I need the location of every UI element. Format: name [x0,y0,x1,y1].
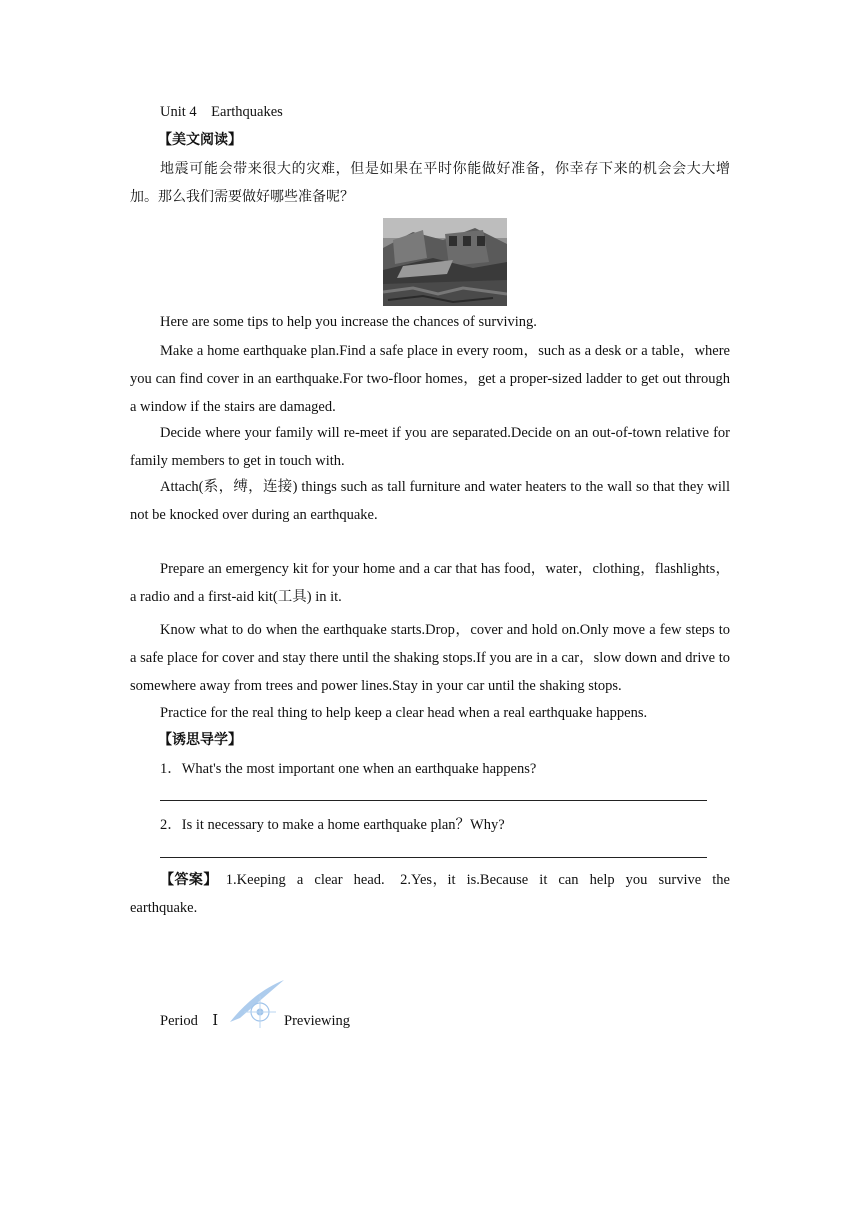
paragraph-5: Prepare an emergency kit for your home and a car that has food，water，clothing，flashlights，a radio and a first-aid kit(工具) in it. [130,561,730,605]
period-title: Previewing [284,1013,351,1029]
question-2: 2．Is it necessary to make a home earthquake plan？Why? [160,817,505,833]
earthquake-ruins-photo [383,218,507,306]
answer-label: 【答案】 [160,872,211,888]
answer-text: 1.Keeping a clear head. 2.Yes，it is.Because it can help you survive the earthquake. [130,872,730,916]
paragraph-4: Attach(系，缚，连接) things such as tall furniture and water heaters to the wall so that they will not be knocked over during an earthquake. [130,479,730,523]
paragraph-3: Decide where your family will re-meet if you are separated.Decide on an out-of-town relative for family members to get in touch with. [130,425,730,469]
paragraph-1: Here are some tips to help you increase the chances of surviving. [160,314,537,330]
paragraph-7: Practice for the real thing to help keep a clear head when a real earthquake happens. [160,705,648,721]
period-label: Period Ⅰ [160,1013,219,1029]
answer-line-2 [160,857,707,858]
section-heading-reading: 【美文阅读】 [158,132,242,148]
section-heading-guide: 【诱思导学】 [158,732,242,748]
paragraph-6: Know what to do when the earthquake starts.Drop，cover and hold on.Only move a few steps to a safe place for cover and stay there until the shaking stops.If you are in a car，slow down and drive to somewhere away from trees and power lines.Stay in your car until the shaking stops. [130,622,730,694]
collapsed-building-image [383,218,507,306]
answer-block [130,867,730,922]
intro-chinese: 地震可能会带来很大的灾难，但是如果在平时你能做好准备，你幸存下来的机会会大大增加。那么我们需要做好哪些准备呢？ [130,161,730,205]
answer-line-1 [160,800,707,801]
compass-swoosh-icon [226,978,286,1030]
paragraph-2: Make a home earthquake plan.Find a safe place in every room，such as a desk or a table，where you can find cover in an earthquake.For two-floor homes，get a proper-sized ladder to get out through a window if the stairs are damaged. [130,343,730,415]
unit-title: Unit 4 Earthquakes [160,104,283,120]
question-1: 1．What's the most important one when an earthquake happens? [160,761,537,777]
